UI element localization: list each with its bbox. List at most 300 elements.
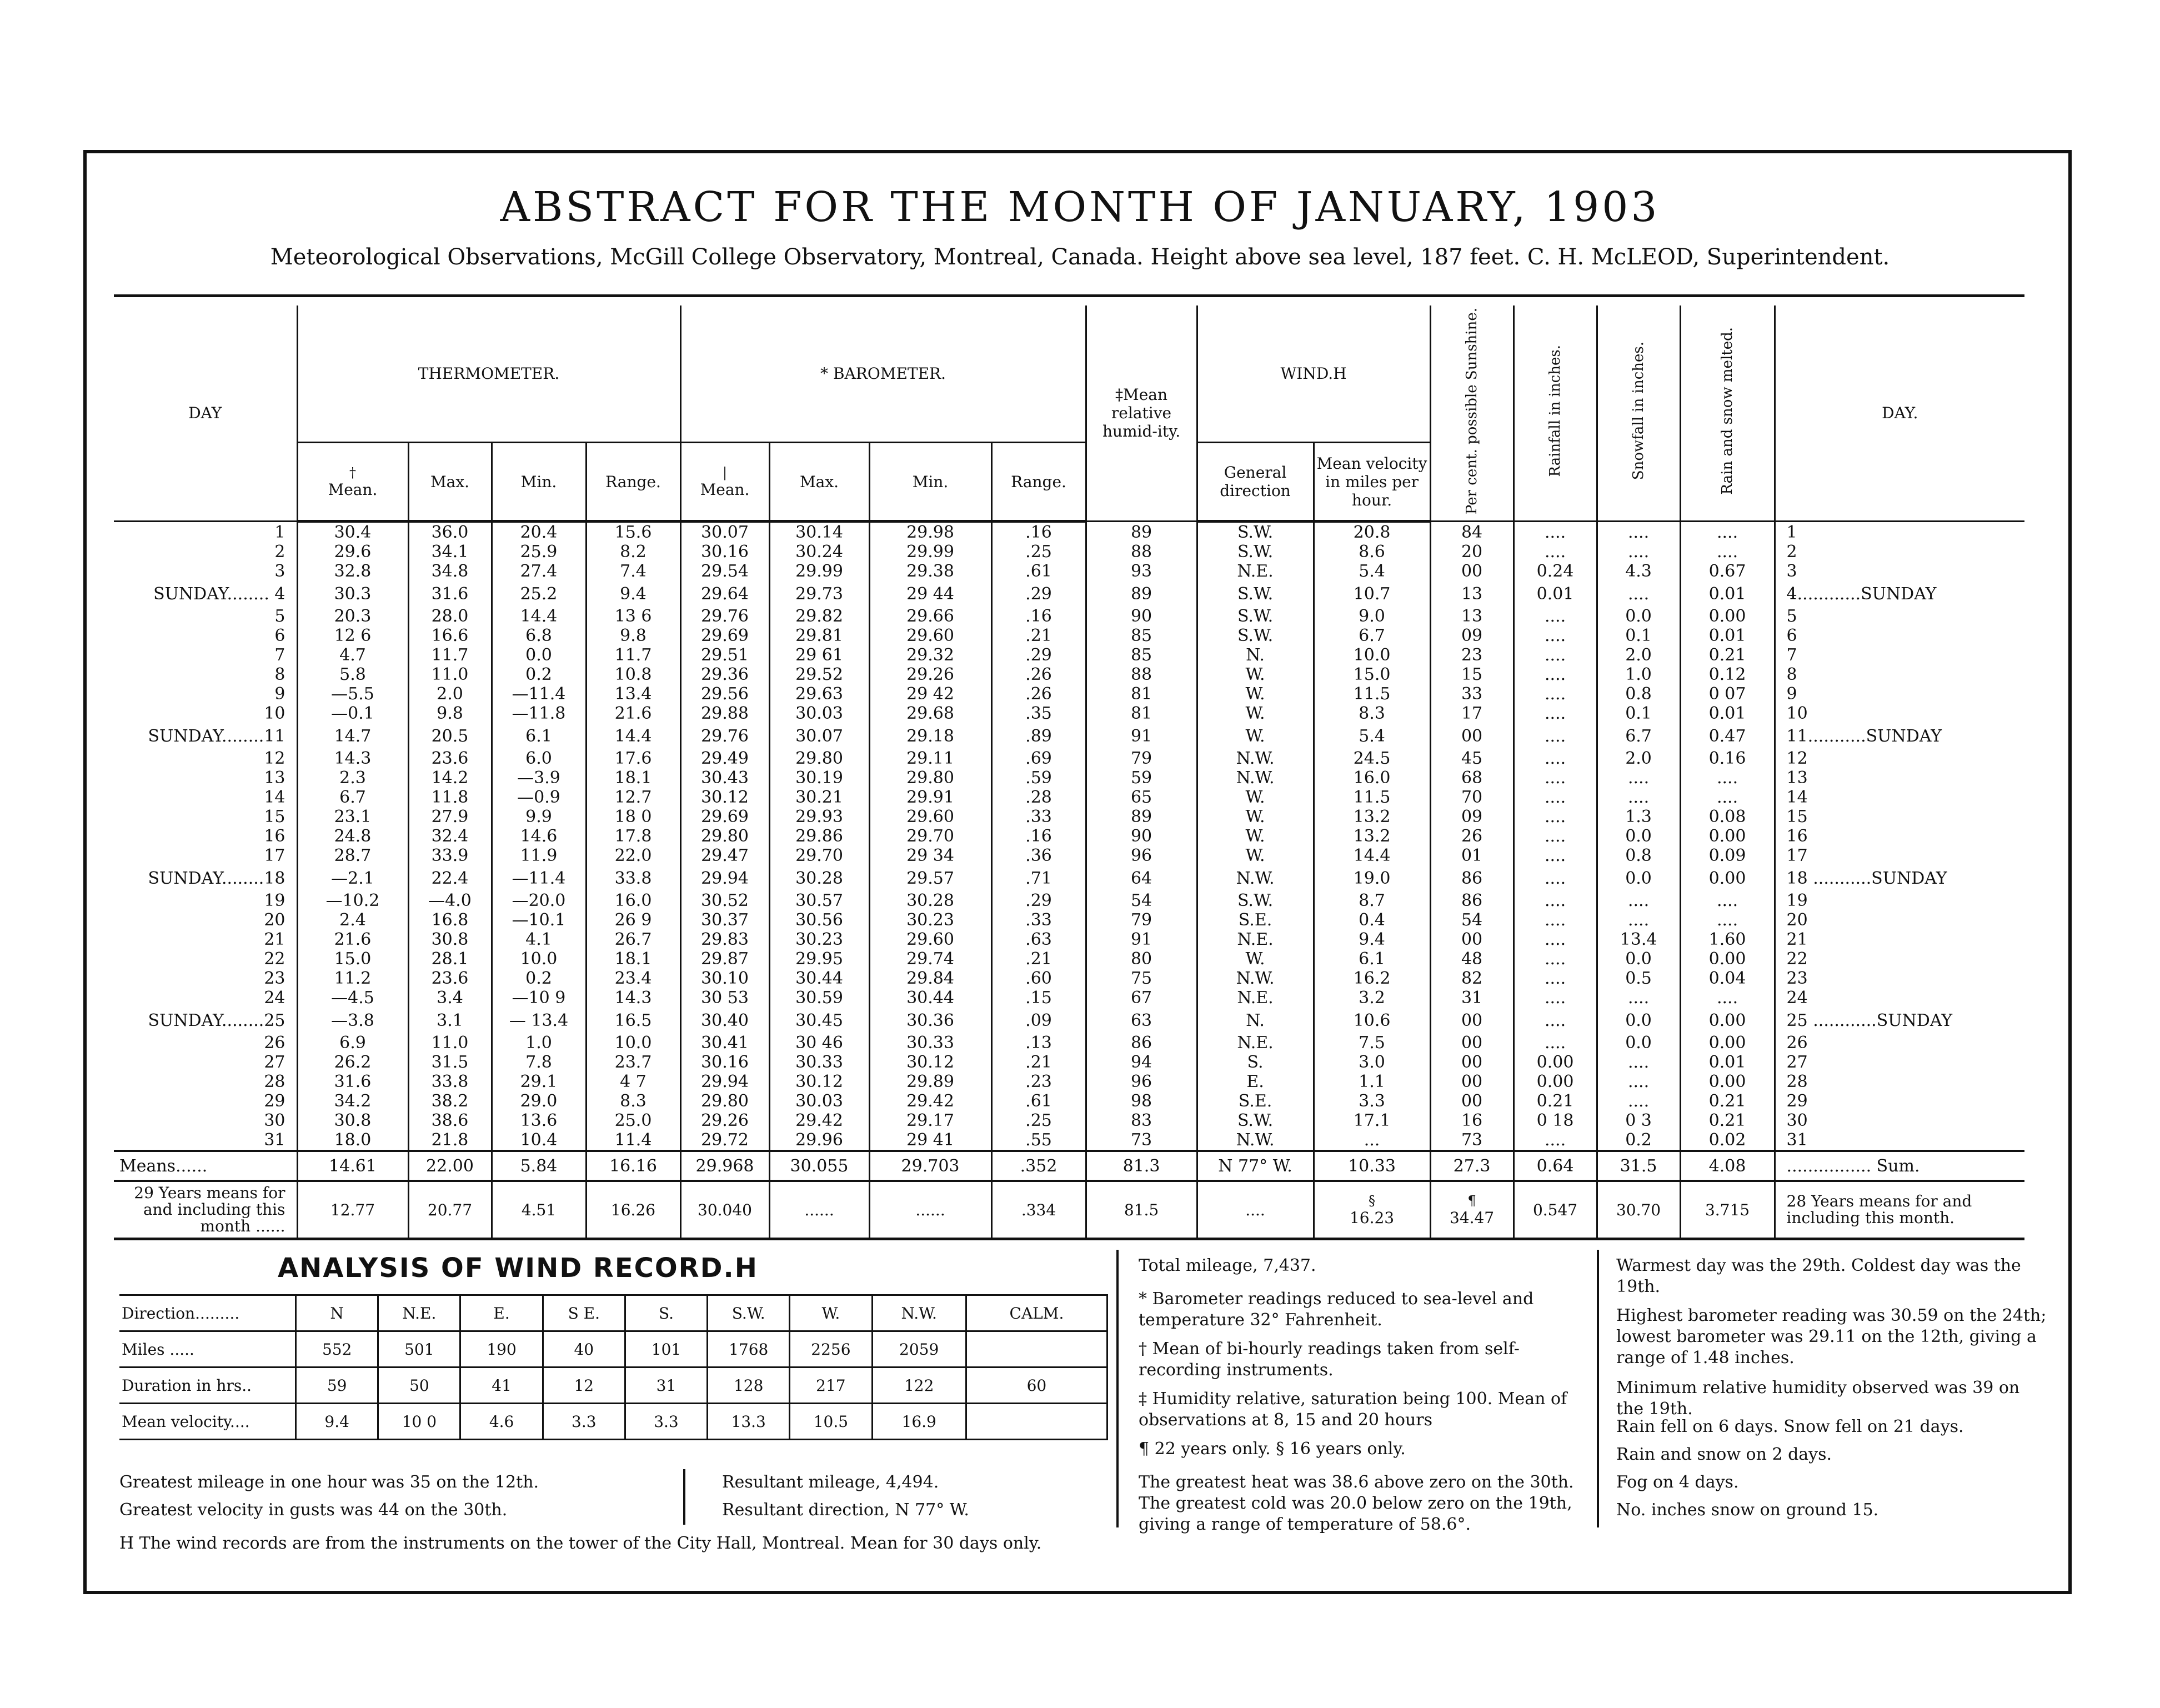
day-row — [114, 542, 2024, 562]
cell-bn: 29.17 — [869, 1111, 991, 1130]
wind-duration-label: Duration in hrs.. — [119, 1368, 296, 1404]
wind-duration-cell: 41 — [460, 1368, 543, 1404]
cell-ra: .... — [1513, 684, 1597, 704]
cell-rs: 0.21 — [1680, 645, 1775, 665]
cell-wd: S.W. — [1197, 626, 1314, 645]
means-cell: .352 — [991, 1151, 1086, 1181]
cell-tr: 11.7 — [586, 645, 680, 665]
day-label: 31 — [264, 1130, 285, 1150]
means-cell: 16.16 — [586, 1151, 680, 1181]
cell-wd: S. — [1197, 1053, 1314, 1072]
cell-ra: .... — [1513, 846, 1597, 865]
cell-ra: 0.00 — [1513, 1072, 1597, 1091]
cell-b: 29.54 — [680, 562, 769, 581]
cell-sn: .... — [1597, 1053, 1680, 1072]
cell-bn: 29.60 — [869, 930, 991, 949]
cell-bx: 29.63 — [769, 684, 869, 704]
cell-ra: .... — [1513, 949, 1597, 969]
snowfall-header: Snowfall in inches. — [1597, 305, 1680, 522]
cell-wd: S.W. — [1197, 891, 1314, 910]
cell-sn: .... — [1597, 522, 1680, 543]
means-cell: 0.64 — [1513, 1151, 1597, 1181]
cell-h: 90 — [1086, 827, 1197, 846]
cell-ra: .... — [1513, 827, 1597, 846]
cell-t: 34.2 — [297, 1091, 408, 1111]
cell-b: 29.64 — [680, 581, 769, 607]
cell-tx: 33.8 — [408, 1072, 492, 1091]
cell-tn: —11.4 — [492, 865, 586, 891]
means-row — [114, 1151, 2024, 1181]
day-label-right: 14 — [1775, 788, 2024, 807]
cell-rs: 0.47 — [1680, 723, 1775, 749]
cell-br: .55 — [991, 1130, 1086, 1151]
cell-wd: W. — [1197, 827, 1314, 846]
cell-bn: 30.36 — [869, 1008, 991, 1033]
cell-wd: N.E. — [1197, 988, 1314, 1008]
cell-t: 23.1 — [297, 807, 408, 827]
cell-tn: — 13.4 — [492, 1008, 586, 1033]
wind-miles-cell: 1768 — [708, 1331, 790, 1368]
cell-ra: .... — [1513, 930, 1597, 949]
cell-bx: 29.80 — [769, 749, 869, 768]
cell-wd: W. — [1197, 788, 1314, 807]
day-label: 30 — [264, 1111, 285, 1131]
cell-sn: .... — [1597, 768, 1680, 788]
cell-s: 68 — [1430, 768, 1513, 788]
cell-t: 2.3 — [297, 768, 408, 788]
day-label-right: 31 — [1775, 1130, 2024, 1151]
cell-ra: 0.21 — [1513, 1091, 1597, 1111]
sunshine-header: Per cent. possible Sunshine. — [1430, 305, 1513, 522]
cell-sn: .... — [1597, 988, 1680, 1008]
cell-tx: 34.8 — [408, 562, 492, 581]
cell-rs: 0.00 — [1680, 827, 1775, 846]
wind-velocity-row — [119, 1404, 1107, 1440]
years-only-note: ¶ 22 years only. § 16 years only. — [1139, 1439, 1406, 1459]
cell-bx: 30.56 — [769, 910, 869, 930]
cell-tr: 12.7 — [586, 788, 680, 807]
cell-ra: .... — [1513, 865, 1597, 891]
cell-bn: 29 34 — [869, 846, 991, 865]
cell-ra: .... — [1513, 1130, 1597, 1151]
rain-snow-days-note: Rain and snow on 2 days. — [1616, 1445, 1832, 1464]
cell-h: 64 — [1086, 865, 1197, 891]
cell-br: .61 — [991, 562, 1086, 581]
cell-tx: 14.2 — [408, 768, 492, 788]
cell-rs: 0.01 — [1680, 581, 1775, 607]
greatest-velocity-note: Greatest velocity in gusts was 44 on the 30th. — [119, 1500, 508, 1520]
cell-bx: 30.21 — [769, 788, 869, 807]
cell-s: 45 — [1430, 749, 1513, 768]
day-label: 1 — [274, 522, 285, 542]
cell-rs: 0.08 — [1680, 807, 1775, 827]
cell-h: 67 — [1086, 988, 1197, 1008]
cell-b: 29.49 — [680, 749, 769, 768]
day-row — [114, 665, 2024, 684]
cell-rs: 0.00 — [1680, 865, 1775, 891]
cell-h: 85 — [1086, 626, 1197, 645]
means-cell: 29.703 — [869, 1151, 991, 1181]
cell-bx: 29.95 — [769, 949, 869, 969]
years-cell: 12.77 — [297, 1181, 408, 1239]
cell-bn: 30.28 — [869, 891, 991, 910]
cell-bx: 30.45 — [769, 1008, 869, 1033]
page-subtitle: Meteorological Observations, McGill College Observatory, Montreal, Canada. Height above sea level, 187 feet. C. H. McLEOD, Superintendent. — [270, 244, 1890, 270]
cell-tn: 11.9 — [492, 846, 586, 865]
cell-bn: 29.38 — [869, 562, 991, 581]
cell-tr: 4 7 — [586, 1072, 680, 1091]
cell-tx: 11.0 — [408, 1033, 492, 1053]
cell-tr: 26.7 — [586, 930, 680, 949]
cell-t: —3.8 — [297, 1008, 408, 1033]
cell-br: .29 — [991, 891, 1086, 910]
cell-tn: 9.9 — [492, 807, 586, 827]
cell-h: 73 — [1086, 1130, 1197, 1151]
page-title: ABSTRACT FOR THE MONTH OF JANUARY, 1903 — [500, 183, 1660, 231]
cell-t: 15.0 — [297, 949, 408, 969]
cell-h: 83 — [1086, 1111, 1197, 1130]
cell-b: 30.16 — [680, 542, 769, 562]
mean-note: † Mean of bi-hourly readings taken from self-recording instruments. — [1139, 1339, 1520, 1380]
cell-tn: 6.0 — [492, 749, 586, 768]
cell-tx: 38.6 — [408, 1111, 492, 1130]
cell-sn: 2.0 — [1597, 749, 1680, 768]
cell-wv: 9.4 — [1314, 930, 1430, 949]
day-row — [114, 522, 2024, 543]
resultant-direction-note: Resultant direction, N 77° W. — [722, 1500, 969, 1520]
cell-br: .23 — [991, 1072, 1086, 1091]
cell-bn: 29.11 — [869, 749, 991, 768]
cell-tn: 6.8 — [492, 626, 586, 645]
day-label-right: 1 — [1775, 522, 2024, 543]
cell-wv: 16.0 — [1314, 768, 1430, 788]
cell-tr: 21.6 — [586, 704, 680, 723]
cell-ra: .... — [1513, 723, 1597, 749]
cell-bn: 29.66 — [869, 607, 991, 626]
cell-br: .61 — [991, 1091, 1086, 1111]
cell-tr: 9.4 — [586, 581, 680, 607]
cell-tx: 21.8 — [408, 1130, 492, 1151]
cell-tr: 23.4 — [586, 969, 680, 988]
years-label: 29 Years means for and including this month ...... — [114, 1181, 297, 1239]
cell-rs: 0 07 — [1680, 684, 1775, 704]
cell-s: 00 — [1430, 1033, 1513, 1053]
cell-sn: 6.7 — [1597, 723, 1680, 749]
day-label-right: 21 — [1775, 930, 2024, 949]
day-label: 20 — [264, 910, 285, 930]
cell-bn: 29.42 — [869, 1091, 991, 1111]
cell-ra: .... — [1513, 910, 1597, 930]
cell-rs: 0.00 — [1680, 1072, 1775, 1091]
rainfall-header: Rainfall in inches. — [1513, 305, 1597, 522]
day-label-right: 30 — [1775, 1111, 2024, 1130]
cell-bn: 29 42 — [869, 684, 991, 704]
cell-t: —10.2 — [297, 891, 408, 910]
cell-tr: 14.3 — [586, 988, 680, 1008]
wind-direction-cell: S E. — [543, 1295, 625, 1331]
cell-wd: W. — [1197, 684, 1314, 704]
cell-br: .89 — [991, 723, 1086, 749]
cell-h: 89 — [1086, 807, 1197, 827]
day-label-right: 4............SUNDAY — [1775, 581, 2024, 607]
means-cell: N 77° W. — [1197, 1151, 1314, 1181]
cell-wv: 10.0 — [1314, 645, 1430, 665]
cell-tr: 23.7 — [586, 1053, 680, 1072]
cell-br: .33 — [991, 807, 1086, 827]
cell-b: 30.10 — [680, 969, 769, 988]
cell-s: 54 — [1430, 910, 1513, 930]
cell-h: 65 — [1086, 788, 1197, 807]
cell-h: 81 — [1086, 704, 1197, 723]
cell-rs: 0.00 — [1680, 607, 1775, 626]
cell-br: .28 — [991, 788, 1086, 807]
cell-wv: 7.5 — [1314, 1033, 1430, 1053]
thermo-mean-header: † Mean. — [297, 443, 408, 522]
cell-wd: W. — [1197, 949, 1314, 969]
cell-bx: 30.44 — [769, 969, 869, 988]
cell-tx: 34.1 — [408, 542, 492, 562]
cell-s: 86 — [1430, 891, 1513, 910]
cell-rs: .... — [1680, 522, 1775, 543]
cell-wd: N. — [1197, 1008, 1314, 1033]
cell-b: 29.83 — [680, 930, 769, 949]
cell-ra: .... — [1513, 542, 1597, 562]
cell-bx: 29.52 — [769, 665, 869, 684]
cell-tr: 16.5 — [586, 1008, 680, 1033]
cell-s: 20 — [1430, 542, 1513, 562]
cell-wv: 24.5 — [1314, 749, 1430, 768]
cell-h: 86 — [1086, 1033, 1197, 1053]
cell-tr: 18.1 — [586, 768, 680, 788]
day-row — [114, 891, 2024, 910]
barometer-header: * BAROMETER. — [680, 305, 1086, 443]
cell-t: 4.7 — [297, 645, 408, 665]
thermometer-header: THERMOMETER. — [297, 305, 680, 443]
cell-sn: .... — [1597, 788, 1680, 807]
years-cell: ...... — [869, 1181, 991, 1239]
cell-wd: N.W. — [1197, 768, 1314, 788]
cell-s: 09 — [1430, 807, 1513, 827]
cell-bn: 29.70 — [869, 827, 991, 846]
wind-duration-cell: 122 — [872, 1368, 966, 1404]
cell-wd: S.W. — [1197, 542, 1314, 562]
day-label-right: 10 — [1775, 704, 2024, 723]
wind-header: WIND.H — [1197, 305, 1430, 443]
cell-rs: 0.01 — [1680, 704, 1775, 723]
wind-miles-row — [119, 1331, 1107, 1368]
cell-h: 85 — [1086, 645, 1197, 665]
cell-wv: ... — [1314, 1130, 1430, 1151]
cell-br: .13 — [991, 1033, 1086, 1053]
cell-t: 12 6 — [297, 626, 408, 645]
wind-miles-cell: 40 — [543, 1331, 625, 1368]
day-header: DAY — [114, 305, 297, 522]
wind-direction-cell: N.E. — [378, 1295, 460, 1331]
cell-sn: 1.0 — [1597, 665, 1680, 684]
day-row — [114, 949, 2024, 969]
cell-sn: 1.3 — [1597, 807, 1680, 827]
cell-tr: 16.0 — [586, 891, 680, 910]
cell-wd: E. — [1197, 1072, 1314, 1091]
day-row — [114, 1033, 2024, 1053]
day-label-right: 25 ............SUNDAY — [1775, 1008, 2024, 1033]
day-row — [114, 807, 2024, 827]
cell-tx: 27.9 — [408, 807, 492, 827]
cell-h: 91 — [1086, 930, 1197, 949]
cell-h: 93 — [1086, 562, 1197, 581]
fog-note: Fog on 4 days. — [1616, 1472, 1739, 1492]
cell-rs: 0.00 — [1680, 1033, 1775, 1053]
cell-br: .09 — [991, 1008, 1086, 1033]
cell-tr: 33.8 — [586, 865, 680, 891]
day-label-right: 8 — [1775, 665, 2024, 684]
cell-br: .35 — [991, 704, 1086, 723]
cell-tx: 32.4 — [408, 827, 492, 846]
cell-tx: 22.4 — [408, 865, 492, 891]
day-row — [114, 704, 2024, 723]
cell-tn: 14.6 — [492, 827, 586, 846]
cell-tr: 17.8 — [586, 827, 680, 846]
cell-rs: 0.00 — [1680, 949, 1775, 969]
cell-tn: 7.8 — [492, 1053, 586, 1072]
cell-wd: N.E. — [1197, 930, 1314, 949]
day-row — [114, 768, 2024, 788]
cell-wd: W. — [1197, 846, 1314, 865]
cell-ra: .... — [1513, 607, 1597, 626]
cell-bx: 30.19 — [769, 768, 869, 788]
cell-s: 84 — [1430, 522, 1513, 543]
warmest-note: Warmest day was the 29th. Coldest day was the 19th. — [1616, 1256, 2021, 1296]
cell-s: 00 — [1430, 562, 1513, 581]
cell-bn: 29.84 — [869, 969, 991, 988]
day-row — [114, 969, 2024, 988]
cell-bn: 29.68 — [869, 704, 991, 723]
cell-s: 70 — [1430, 788, 1513, 807]
cell-tx: 16.6 — [408, 626, 492, 645]
cell-wv: 16.2 — [1314, 969, 1430, 988]
cell-tx: 31.5 — [408, 1053, 492, 1072]
cell-h: 80 — [1086, 949, 1197, 969]
cell-tn: 29.1 — [492, 1072, 586, 1091]
cell-s: 00 — [1430, 930, 1513, 949]
cell-bn: 29 41 — [869, 1130, 991, 1151]
cell-br: .25 — [991, 542, 1086, 562]
day-label: SUNDAY........18 — [148, 868, 285, 888]
day-row — [114, 1111, 2024, 1130]
means-cell: 30.055 — [769, 1151, 869, 1181]
cell-tx: 28.0 — [408, 607, 492, 626]
cell-tx: 2.0 — [408, 684, 492, 704]
total-mileage-note: Total mileage, 7,437. — [1139, 1256, 1316, 1275]
cell-t: 5.8 — [297, 665, 408, 684]
cell-sn: 0.2 — [1597, 1130, 1680, 1151]
cell-rs: .... — [1680, 891, 1775, 910]
cell-t: 31.6 — [297, 1072, 408, 1091]
day-label-right: 26 — [1775, 1033, 2024, 1053]
cell-sn: 0.0 — [1597, 1033, 1680, 1053]
day-row — [114, 910, 2024, 930]
resultant-mileage-note: Resultant mileage, 4,494. — [722, 1472, 939, 1492]
years-row — [114, 1181, 2024, 1239]
cell-tx: 11.7 — [408, 645, 492, 665]
cell-tr: 25.0 — [586, 1111, 680, 1130]
day-row — [114, 562, 2024, 581]
cell-bx: 30.57 — [769, 891, 869, 910]
cell-br: .21 — [991, 626, 1086, 645]
cell-bx: 29.70 — [769, 846, 869, 865]
cell-bx: 30.28 — [769, 865, 869, 891]
cell-bx: 30.07 — [769, 723, 869, 749]
day-row — [114, 1130, 2024, 1151]
cell-wv: 6.1 — [1314, 949, 1430, 969]
wind-velocity-cell: 10 0 — [378, 1404, 460, 1440]
day-label-right: 22 — [1775, 949, 2024, 969]
cell-br: .16 — [991, 607, 1086, 626]
cell-bn: 29.26 — [869, 665, 991, 684]
cell-tn: 6.1 — [492, 723, 586, 749]
wind-direction-label: Direction......... — [119, 1295, 296, 1331]
day-label: 10 — [264, 704, 285, 724]
means-cell: 29.968 — [680, 1151, 769, 1181]
cell-wv: 5.4 — [1314, 723, 1430, 749]
cell-b: 29.87 — [680, 949, 769, 969]
cell-tx: 38.2 — [408, 1091, 492, 1111]
cell-wd: N. — [1197, 645, 1314, 665]
cell-wd: N.W. — [1197, 865, 1314, 891]
cell-sn: .... — [1597, 1091, 1680, 1111]
cell-bn: 29.74 — [869, 949, 991, 969]
means-cell: 4.08 — [1680, 1151, 1775, 1181]
cell-tr: 8.2 — [586, 542, 680, 562]
cell-b: 29.88 — [680, 704, 769, 723]
cell-s: 16 — [1430, 1111, 1513, 1130]
cell-wd: W. — [1197, 704, 1314, 723]
analysis-title: ANALYSIS OF WIND RECORD.H — [278, 1253, 758, 1284]
wind-duration-cell: 50 — [378, 1368, 460, 1404]
day-label: 2 — [274, 542, 285, 562]
cell-s: 09 — [1430, 626, 1513, 645]
cell-t: 28.7 — [297, 846, 408, 865]
humidity-min-note: Minimum relative humidity observed was 39 on the 19th. — [1616, 1378, 2020, 1419]
day-label-right: 9 — [1775, 684, 2024, 704]
day-row — [114, 723, 2024, 749]
years-cell: 81.5 — [1086, 1181, 1197, 1239]
day-row — [114, 607, 2024, 626]
cell-h: 98 — [1086, 1091, 1197, 1111]
cell-s: 00 — [1430, 723, 1513, 749]
cell-tr: 7.4 — [586, 562, 680, 581]
cell-h: 96 — [1086, 1072, 1197, 1091]
wind-miles-cell: 501 — [378, 1331, 460, 1368]
cell-t: 32.8 — [297, 562, 408, 581]
cell-b: 29.94 — [680, 1072, 769, 1091]
cell-wd: N.W. — [1197, 749, 1314, 768]
cell-sn: .... — [1597, 542, 1680, 562]
barometer-note: * Barometer readings reduced to sea-level and temperature 32° Fahrenheit. — [1139, 1289, 1534, 1330]
wind-duration-row — [119, 1368, 1107, 1404]
cell-tx: 11.0 — [408, 665, 492, 684]
cell-bx: 30.03 — [769, 1091, 869, 1111]
cell-tn: 0.2 — [492, 969, 586, 988]
day-label-right: 29 — [1775, 1091, 2024, 1111]
cell-wd: N.W. — [1197, 1130, 1314, 1151]
wind-analysis-body — [119, 1295, 1107, 1440]
cell-bn: 29 44 — [869, 581, 991, 607]
day-label: 19 — [264, 891, 285, 911]
cell-sn: 0.5 — [1597, 969, 1680, 988]
years-cell: 30.70 — [1597, 1181, 1680, 1239]
cell-tr: 22.0 — [586, 846, 680, 865]
